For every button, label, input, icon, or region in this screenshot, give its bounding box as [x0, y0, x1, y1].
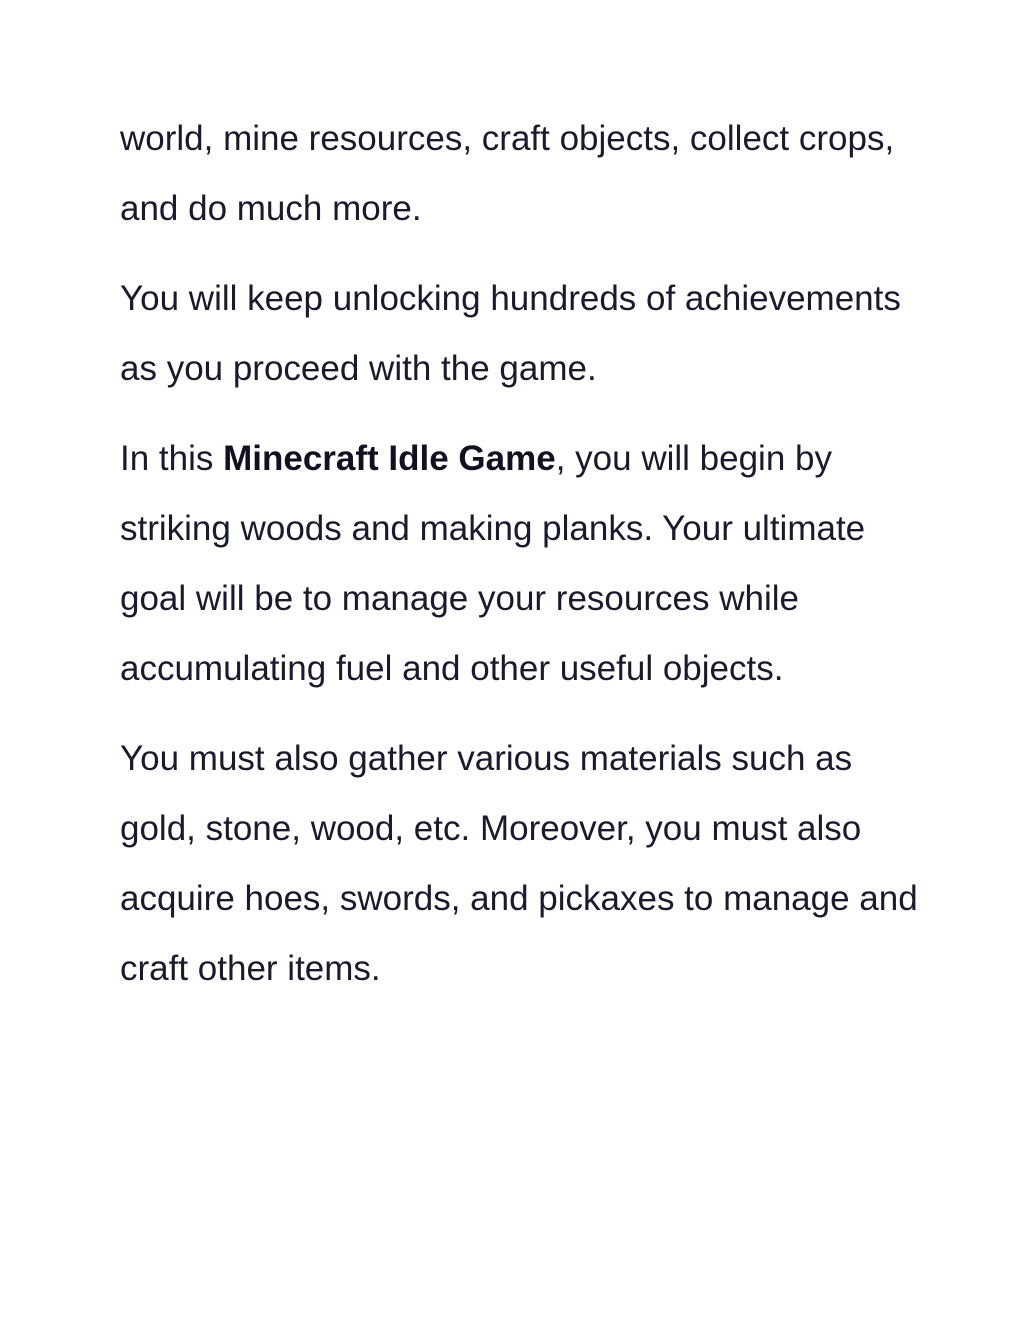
- game-title-bold: Minecraft Idle Game: [223, 439, 556, 478]
- paragraph-4: You must also gather various materials such as gold, stone, wood, etc. Moreover, you must also acquire hoes, swords, and pickaxes to manage and craft other items.: [120, 739, 918, 988]
- paragraph-3: [120, 424, 920, 704]
- paragraph-2: You will keep unlocking hundreds of achievements as you proceed with the game.: [120, 279, 901, 388]
- document-body: [120, 104, 920, 1024]
- paragraph-1: world, mine resources, craft objects, collect crops, and do much more.: [120, 119, 895, 228]
- paragraph-3-intro: In this: [120, 439, 224, 478]
- paragraph-3-rest: , you will begin by striking woods and making planks. Your ultimate goal will be to manage your resources while accumulating fuel and other useful objects.: [120, 439, 866, 688]
